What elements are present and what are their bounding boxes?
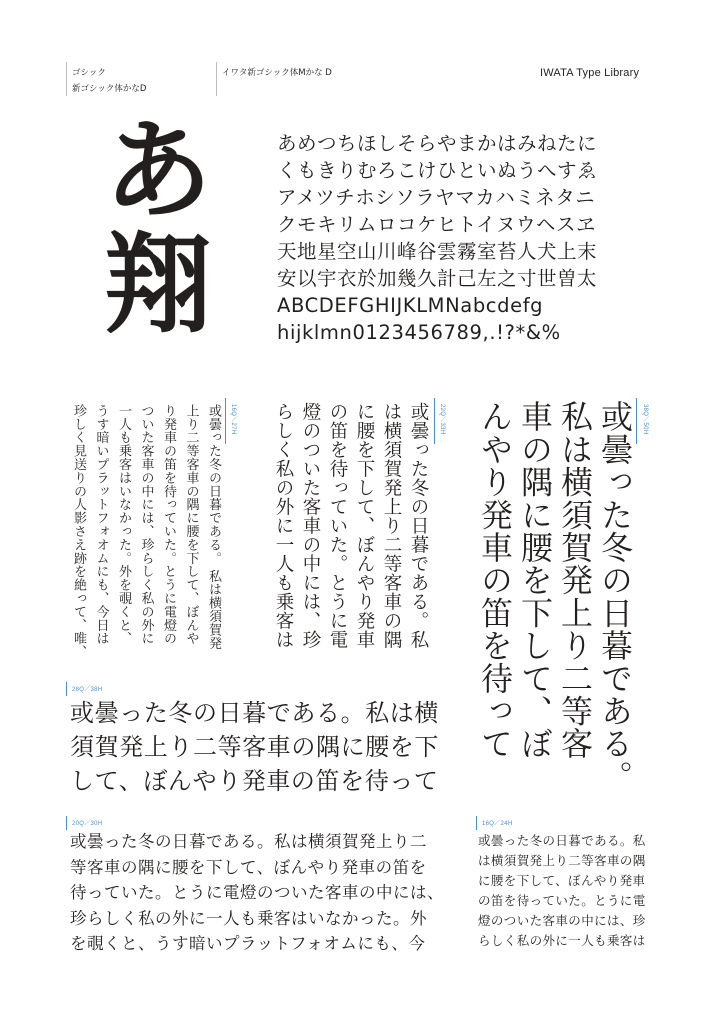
display-char-a: あ	[104, 109, 213, 234]
specimen-line-katakana-2: クモキリムロコケヒトイヌウヘスヱ	[277, 213, 597, 236]
specimen-line-hiragana-1: あめつちほしそらやまかはみねたに	[277, 132, 598, 155]
display-char-sho: 翔	[104, 223, 213, 348]
htext-16q-line-1: 或曇った冬の日暮である。私	[478, 833, 646, 848]
header-divider-2	[216, 62, 217, 96]
htext-20q-line-2: 等客車の隅に腰を下して、ぼんやり発車の笛を	[70, 857, 427, 877]
tag-16q-v-line	[225, 398, 226, 444]
htext-16q-line-5: 燈のついた客車の中には、珍	[478, 913, 646, 928]
tag-16q-h-line	[476, 816, 477, 830]
htext-16q-line-2: は横須賀発上り二等客車の隅	[478, 853, 646, 868]
vtext-16q	[64, 404, 224, 666]
vtext-16q-col-2: 上り二等客車の隅に腰を下して、ぼんや	[183, 404, 199, 646]
htext-16q-line-3: に腰を下して、ぼんやり発車	[478, 873, 646, 888]
specimen-line-kanji-1: 天地星空山川峰谷雲霧室苔人犬上末	[277, 240, 598, 263]
vtext-38q-col-1: 或曇った冬の日暮である。	[596, 400, 634, 793]
specimen-line-kanji-2: 安以宇衣於加幾久計己左之寸世曽太	[277, 267, 598, 290]
htext-28q-line-3: して、ぼんやり発車の笛を待って	[70, 767, 439, 795]
specimen-line-alpha-1: ABCDEFGHIJKLMNabcdefg	[277, 294, 544, 317]
vtext-16q-col-3: り発車の笛を待っていた。とうに電燈の	[161, 404, 176, 646]
htext-16q	[478, 831, 646, 951]
htext-28q	[70, 696, 439, 798]
vtext-16q-col-7: 珍しく見送りの人影さえ跡を絶って、唯、	[71, 404, 86, 659]
header-brand: IWATA Type Library	[540, 67, 640, 79]
specimen-block	[277, 130, 597, 346]
vtext-22q-col-3: に腰を下して、ぼんやり発車	[354, 402, 375, 649]
tag-22q-line	[434, 398, 435, 444]
vtext-38q	[475, 400, 635, 793]
htext-20q-line-3: 待っていた。とうに電燈のついた客車の中には、	[70, 883, 444, 902]
header-family: 新ゴシック体かなD	[72, 84, 147, 94]
tag-22q: 22Q／33H	[439, 404, 445, 435]
htext-16q-line-4: の笛を待っていた。とうに電	[478, 893, 646, 908]
specimen-line-katakana-1: アメツチホシソラヤマカハミネタニ	[277, 186, 596, 209]
vtext-22q-col-5: 燈のついた客車の中には、珍	[300, 402, 321, 649]
vtext-22q-col-4: の笛を待っていた。とうに電	[327, 402, 348, 649]
htext-16q-line-6: らしく私の外に一人も乗客は	[478, 933, 646, 948]
vtext-22q-col-1: 或曇った冬の日暮である。私	[408, 402, 429, 649]
specimen-line-alpha-2: hijklmn0123456789,.!?*&%	[277, 321, 561, 344]
htext-20q-line-5: を覗くと、うす暗いプラットフォオムにも、今	[70, 934, 426, 953]
vtext-38q-col-4: んやり発車の笛を待って	[476, 400, 514, 760]
vtext-16q-col-1: 或曇った冬の日暮である。 私は横須賀発	[206, 404, 221, 650]
htext-28q-line-1: 或曇った冬の日暮である。私は横	[70, 699, 439, 727]
tag-38q-line	[636, 398, 637, 444]
vtext-22q	[270, 402, 432, 672]
vtext-38q-col-3: 車の隅に腰を下して、ぼ	[516, 400, 554, 760]
vtext-22q-col-2: は横須賀発上り二等客車の隅	[381, 402, 402, 649]
tag-28q: 28Q／38H	[72, 687, 103, 693]
htext-20q	[70, 829, 444, 957]
tag-16q-v: 16Q／27H	[230, 404, 236, 435]
vtext-16q-col-4: ついた客車の中には、珍らしく私の外に	[138, 404, 154, 646]
tag-38q: 38Q／50H	[642, 404, 648, 435]
tag-20q: 20Q／30H	[72, 821, 103, 827]
header-category: ゴシック	[72, 68, 106, 78]
htext-20q-line-4: 珍らしく私の外に一人も乗客はいなかった。外	[70, 908, 427, 928]
header-font-name: イワタ新ゴシック体Mかな D	[222, 68, 332, 78]
htext-20q-line-1: 或曇った冬の日暮である。私は横須賀発上り二	[70, 832, 427, 851]
tag-28q-line	[66, 682, 67, 696]
htext-28q-line-2: 須賀発上り二等客車の隅に腰を下	[70, 733, 439, 761]
vtext-16q-col-6: うす暗いプラットフォオムにも、今日は	[93, 404, 109, 646]
specimen-line-hiragana-2: くもきりむろこけひといぬうへすゑ	[277, 159, 598, 182]
vtext-22q-col-6: らしく私の外に一人も乗客は	[273, 402, 294, 649]
header-divider-1	[66, 62, 67, 96]
vtext-38q-col-2: 私は横須賀発上り二等客	[556, 400, 594, 760]
vtext-16q-col-5: 一人も乗客はいなかった。外を覗くと、	[116, 404, 131, 646]
tag-20q-line	[66, 816, 67, 830]
tag-16q-h: 16Q／24H	[482, 821, 513, 827]
